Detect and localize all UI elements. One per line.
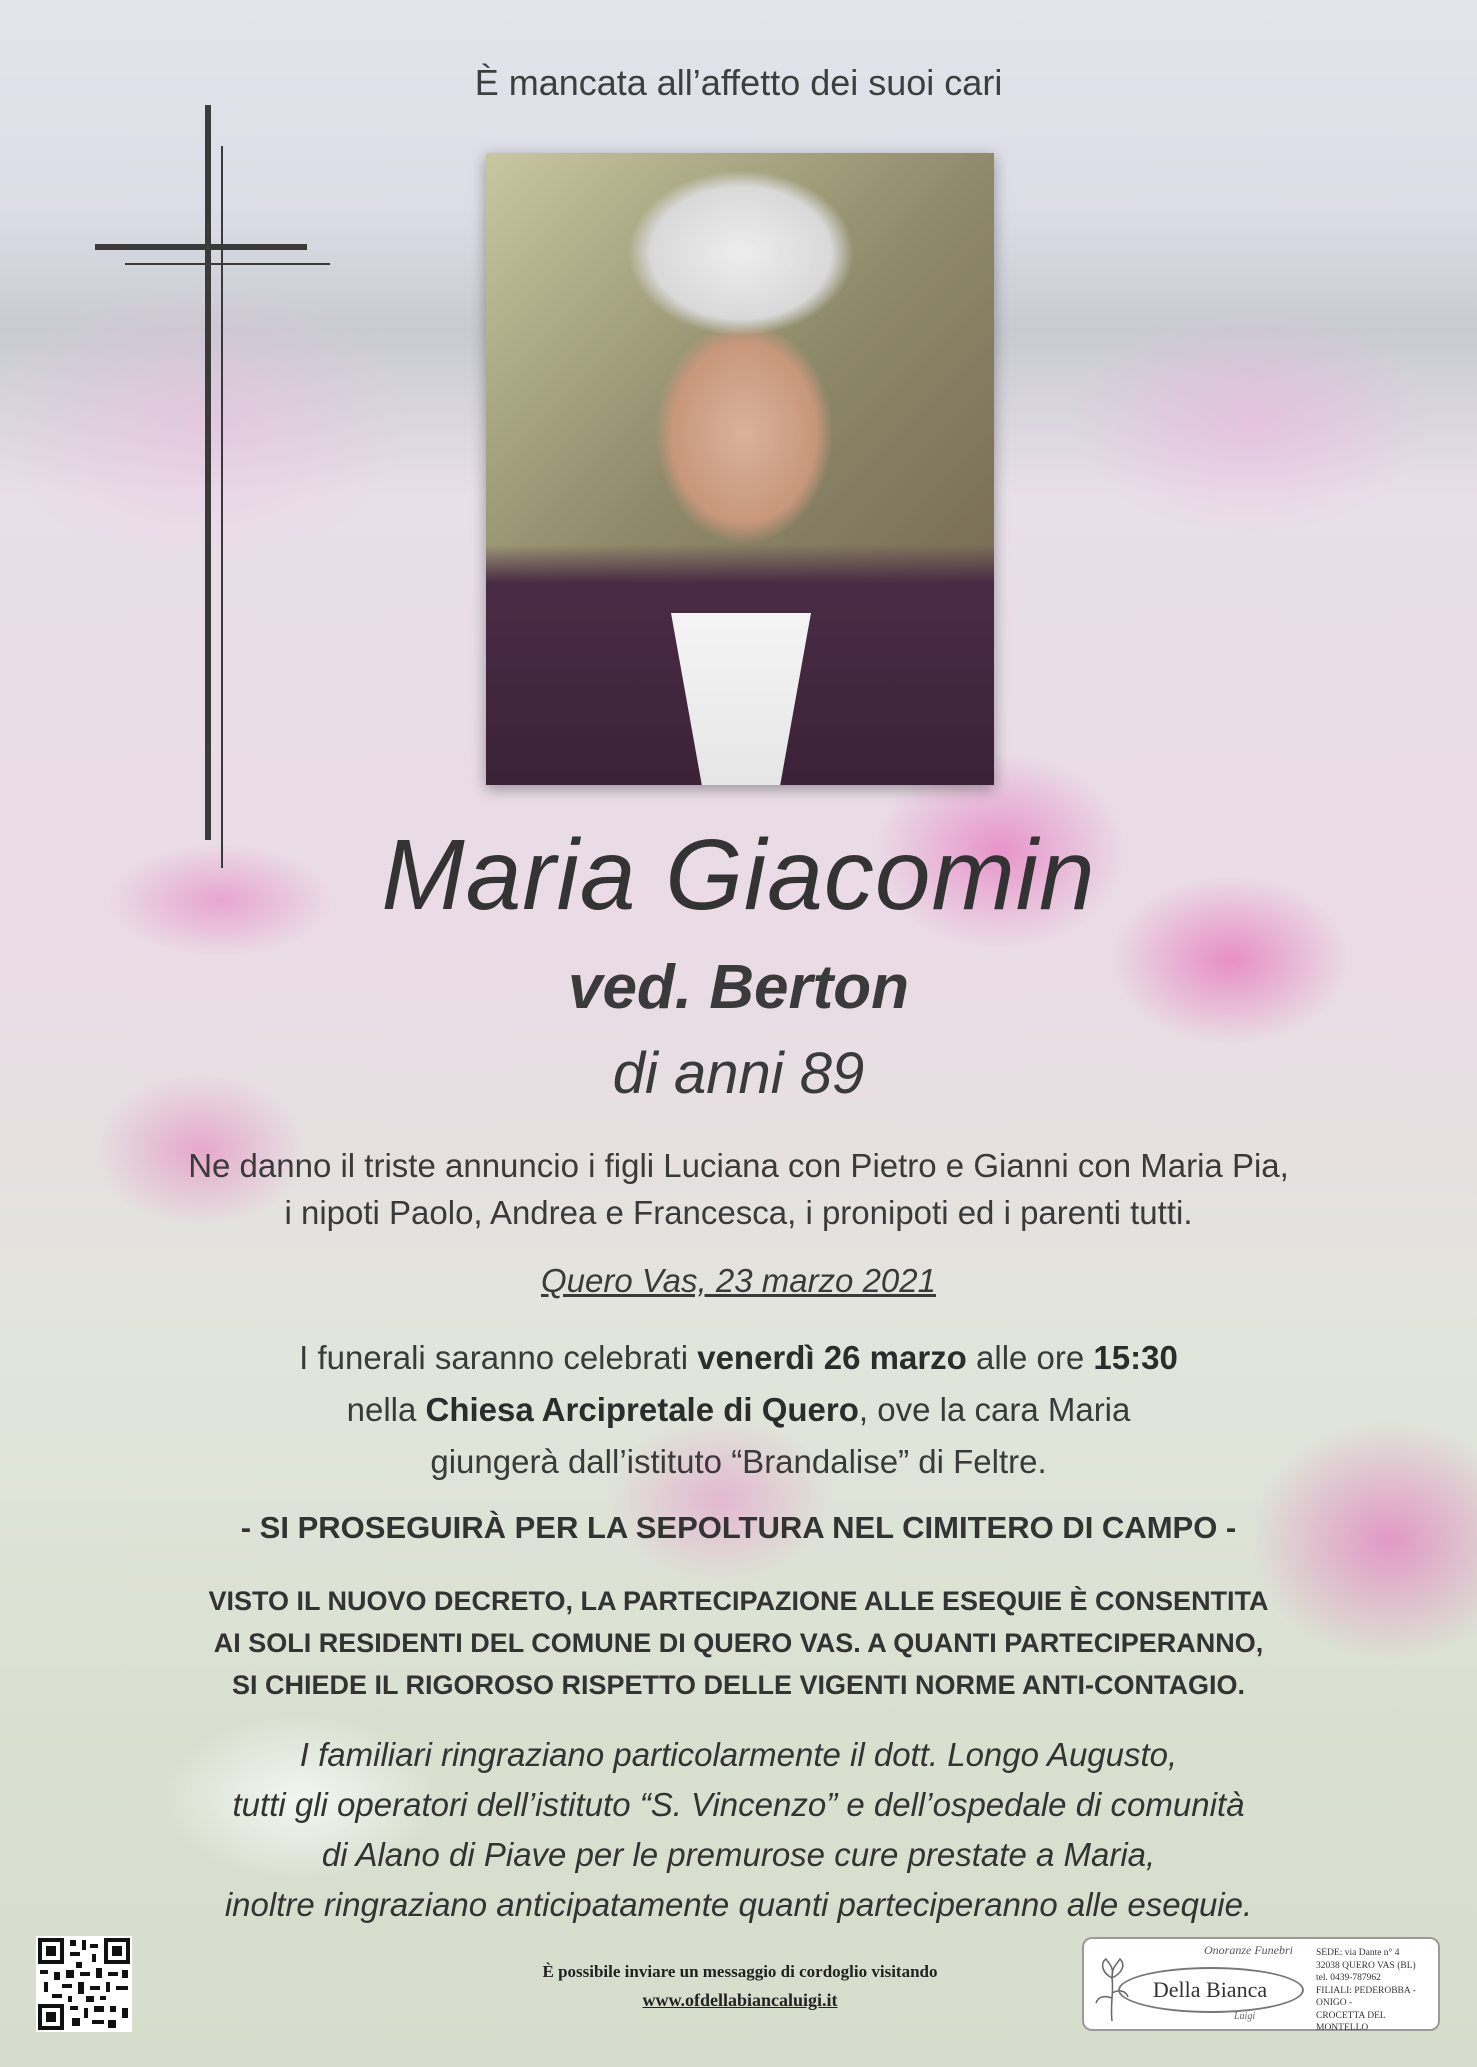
funeral-church: Chiesa Arcipretale di Quero (425, 1391, 859, 1428)
age: di anni 89 (612, 1041, 865, 1106)
funeral-day: venerdì 26 marzo (697, 1339, 967, 1376)
thanks-line: di Alano di Piave per le premurose cure prestate a Maria, (321, 1836, 1156, 1873)
logo-contact-info (1316, 1947, 1438, 2035)
decree-line: VISTO IL NUOVO DECRETO, LA PARTECIPAZIONE ALLE ESEQUIE È CONSENTITA (208, 1586, 1269, 1616)
announcement-line: i nipoti Paolo, Andrea e Francesca, i pronipoti ed i parenti tutti. (284, 1194, 1193, 1231)
logo-sub: Luigi (1234, 2011, 1256, 2022)
logo-info-line: tel. 0439-787962 (1316, 1973, 1381, 1983)
place-date: Quero Vas, 23 marzo 2021 (540, 1262, 936, 1299)
cross-horizontal-line (125, 263, 330, 265)
thanks-message (0, 1730, 1477, 1930)
website-link[interactable]: www.ofdellabiancaluigi.it (642, 1990, 838, 2010)
portrait-photo (486, 153, 994, 785)
decree-line: AI SOLI RESIDENTI DEL COMUNE DI QUERO VAS. A QUANTI PARTECIPERANNO, (213, 1628, 1264, 1658)
condolence-note: È possibile inviare un messaggio di cordoglio visitando (542, 1962, 938, 1981)
decree-line: SI CHIEDE IL RIGOROSO RISPETTO DELLE VIGENTI NORME ANTI-CONTAGIO. (231, 1670, 1246, 1700)
announcement-line: Ne danno il triste annuncio i figli Luciana con Pietro e Gianni con Maria Pia, (188, 1147, 1289, 1184)
funeral-line-2: nella Chiesa Arcipretale di Quero, ove la cara Maria (346, 1391, 1131, 1428)
logo-info-line: FILIALI: PEDEROBBA - ONIGO - (1316, 1985, 1416, 2008)
logo-info-line: SEDE: via Dante n° 4 (1316, 1948, 1400, 1958)
cross-vertical-line (221, 146, 223, 868)
portrait-collar (671, 613, 811, 785)
funeral-line-1: I funerali saranno celebrati venerdì 26 marzo alle ore 15:30 (299, 1339, 1178, 1376)
intro-text: È mancata all’affetto dei suoi cari (474, 62, 1003, 103)
announcement (0, 1142, 1477, 1236)
funeral-details (0, 1332, 1477, 1488)
widow-of: ved. Berton (567, 953, 910, 1022)
logo-tagline: Onoranze Funebri (1204, 1943, 1293, 1957)
logo-info-line: CROCETTA DEL MONTELLO (1316, 2010, 1386, 2033)
cross-horizontal-bar (95, 244, 307, 250)
thanks-line: inoltre ringraziano anticipatamente quanti parteciperanno alle esequie. (224, 1886, 1253, 1923)
qr-code-icon[interactable] (36, 1936, 132, 2032)
funeral-time: 15:30 (1093, 1339, 1178, 1376)
logo-brand: Della Bianca (1152, 1977, 1268, 2002)
funeral-line-3: giungerà dall’istituto “Brandalise” di Feltre. (430, 1443, 1047, 1480)
thanks-line: tutti gli operatori dell’istituto “S. Vincenzo” e dell’ospedale di comunità (232, 1786, 1245, 1823)
burial-notice: - SI PROSEGUIRÀ PER LA SEPOLTURA NEL CIMITERO DI CAMPO - (240, 1510, 1237, 1545)
cross-vertical-bar (205, 105, 211, 840)
decree-notice (0, 1580, 1477, 1706)
deceased-name: Maria Giacomin (381, 819, 1096, 931)
funeral-home-logo (1082, 1937, 1440, 2031)
logo-info-line: 32038 QUERO VAS (BL) (1316, 1960, 1416, 1971)
thanks-line: I familiari ringraziano particolarmente il dott. Longo Augusto, (299, 1736, 1178, 1773)
